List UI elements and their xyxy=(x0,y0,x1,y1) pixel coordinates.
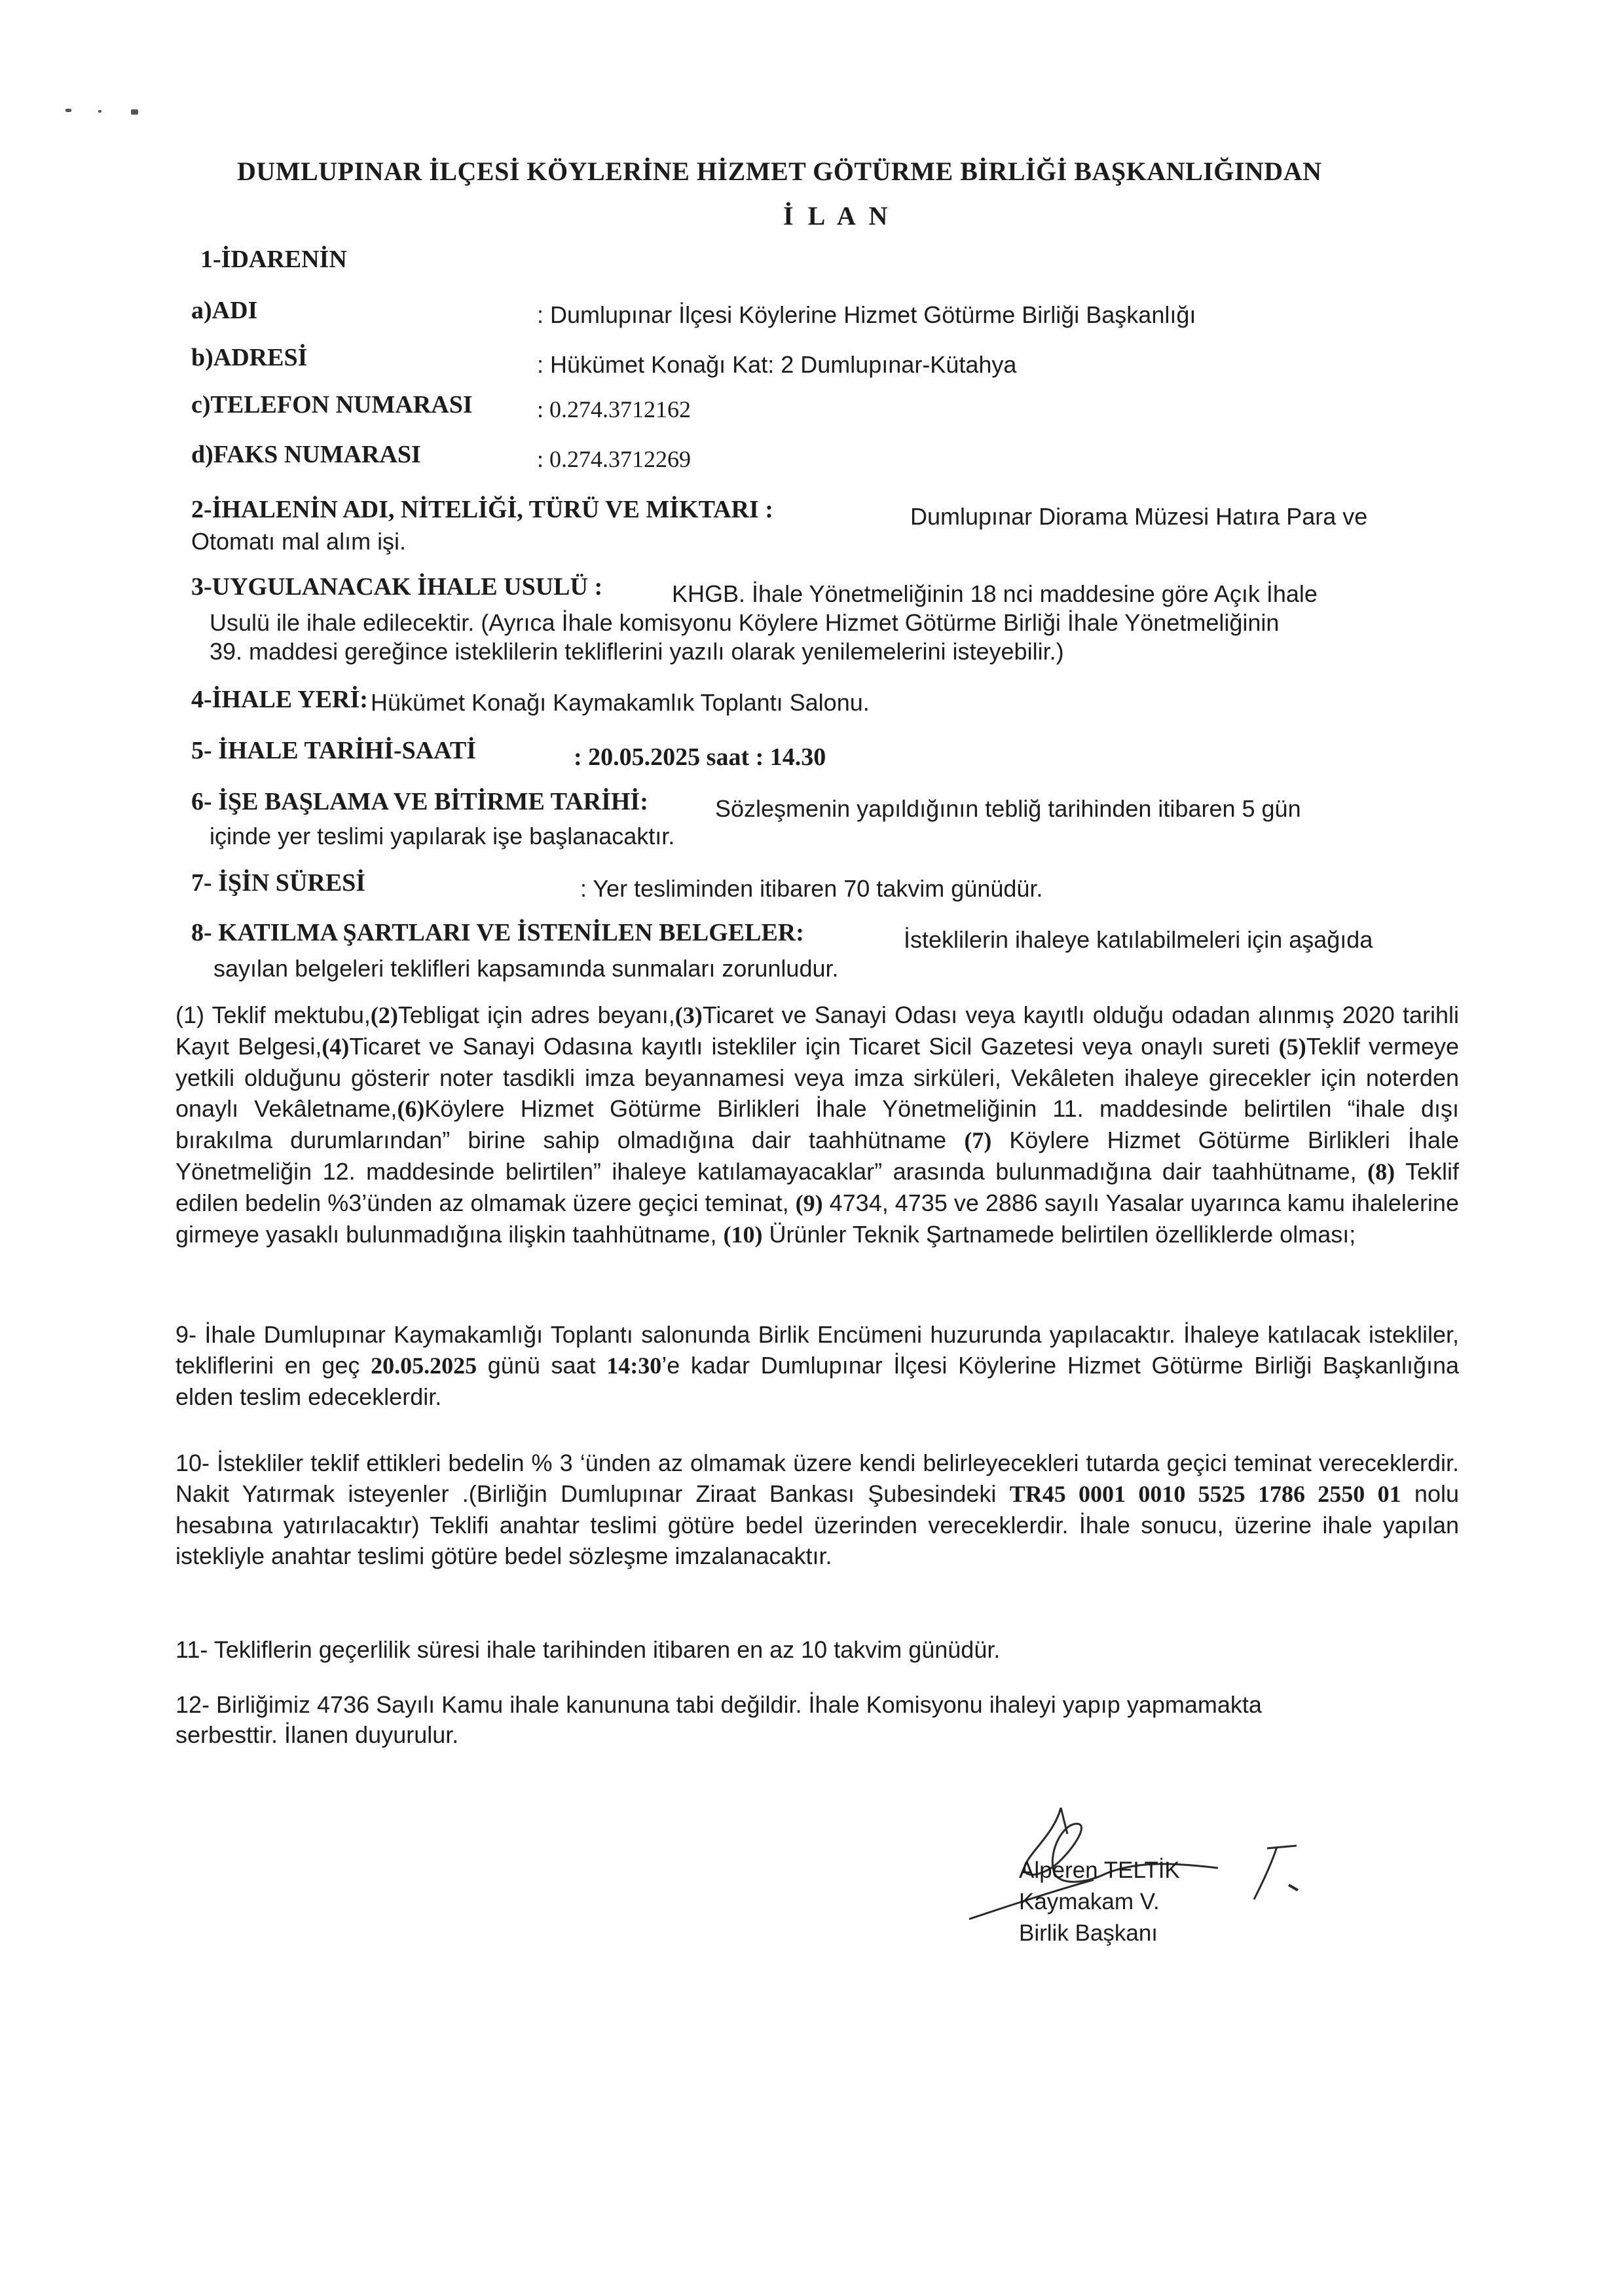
condition-2: Tebligat için adres beyanı, xyxy=(397,1001,675,1028)
section4-value: Hükümet Konağı Kaymakamlık Toplantı Salonu. xyxy=(371,689,870,716)
section10-text-b: nolu hesabına yatırılacaktır) Teklifi anahtar teslimi götüre bedel üzerinden vereceklerdir. İhale sonucu, üzerine ihale yapılan istekliyle anahtar teslimi götüre bedel sözleşme imzalanacaktır. xyxy=(175,1480,1459,1569)
fax-label: d)FAKS NUMARASI xyxy=(191,441,421,468)
section7-label: 7- İŞİN SÜRESİ xyxy=(191,869,366,897)
section5-value: : 20.05.2025 saat : 14.30 xyxy=(574,743,826,771)
address-label: b)ADRESİ xyxy=(191,344,308,371)
section11-text: 11- Tekliflerin geçerlilik süresi ihale tarihinden itibaren en az 10 takvim günüdür. xyxy=(175,1636,1001,1663)
signature-block xyxy=(1019,1855,1180,1949)
phone-label: c)TELEFON NUMARASI xyxy=(191,391,473,419)
condition-number: (7) xyxy=(964,1127,992,1153)
document-title: DUMLUPINAR İLÇESİ KÖYLERİNE HİZMET GÖTÜRME BİRLİĞİ BAŞKANLIĞINDAN xyxy=(237,157,1322,186)
section3-line3: 39. maddesi gereğince isteklilerin tekliflerini yazılı olarak yenilemelerini isteyebilir.) xyxy=(210,638,1064,665)
condition-number: (6) xyxy=(397,1096,425,1122)
section3-line1: KHGB. İhale Yönetmeliğinin 18 nci maddesine göre Açık İhale xyxy=(672,580,1318,607)
section10-paragraph xyxy=(175,1447,1459,1571)
section5-label: 5- İHALE TARİHİ-SAATİ xyxy=(191,737,476,764)
condition-8: Teklif edilen bedelin %3’ünden az olmamak üzere geçici teminat, xyxy=(175,1158,1459,1216)
section9-time: 14:30 xyxy=(606,1353,662,1379)
condition-number: (10) xyxy=(723,1222,763,1248)
condition-10: Ürünler Teknik Şartnamede belirtilen özelliklerde olması; xyxy=(769,1221,1356,1248)
admin-name-value: : Dumlupınar İlçesi Köylerine Hizmet Götürme Birliği Başkanlığı xyxy=(537,301,1196,328)
fax-value: : 0.274.3712269 xyxy=(537,446,692,472)
section9-text-a: 9- İhale Dumlupınar Kaymakamlığı Toplantı salonunda Birlik Encümeni huzurunda yapılacaktır. İhaleye katılacak istekliler, tekliflerini en geç xyxy=(175,1321,1459,1379)
condition-6: Köylere Hizmet Götürme Birlikleri İhale Yönetmeliğinin 11. maddesinde belirtilen “ihale dışı bırakılma durumlarından” birine sahip olmadığına dair taahhütname xyxy=(175,1095,1459,1153)
condition-9: 4734, 4735 ve 2886 sayılı Yasalar uyarınca kamu ihalelerine girmeye yasaklı bulunmadığına ilişkin taahhütname, xyxy=(175,1189,1459,1248)
document-subtitle: İ L A N xyxy=(783,201,892,231)
signatory-title: Kaymakam V. xyxy=(1019,1889,1160,1914)
section6-line1: Sözleşmenin yapıldığının tebliğ tarihinden itibaren 5 gün xyxy=(715,795,1301,822)
scan-speck xyxy=(131,109,138,115)
iban: TR45 0001 0010 5525 1786 2550 01 xyxy=(1009,1481,1401,1507)
section10-text-a: 10- İstekliler teklif ettikleri bedelin % 3 ‘ünden az olmamak üzere kendi belirleyecekleri tutarda geçici teminat vereceklerdir. Nakit Yatırmak isteyenler .(Birliğin Dumlupınar Ziraat Bankası Şubesindeki xyxy=(175,1449,1459,1507)
section2-text-line2: Otomatı mal alım işi. xyxy=(191,528,407,555)
section9-text-b: günü saat xyxy=(477,1352,607,1379)
condition-number: (8) xyxy=(1367,1159,1395,1185)
condition-number: (5) xyxy=(1278,1034,1306,1060)
section8-label: 8- KATILMA ŞARTLARI VE İSTENİLEN BELGELER: xyxy=(191,919,804,946)
scan-speck xyxy=(98,110,101,113)
section9-paragraph xyxy=(175,1319,1459,1412)
condition-5: Teklif vermeye yetkili olduğunu gösterir noter tasdikli imza beyannamesi veya imza sirküleri, Vekâleten ihaleye girecekler için noterden onaylı Vekâletname, xyxy=(175,1033,1459,1122)
address-value: : Hükümet Konağı Kat: 2 Dumlupınar-Kütahya xyxy=(537,351,1017,378)
condition-3: Ticaret ve Sanayi Odası veya kayıtlı olduğu odadan alınmış 2020 tarihli Kayıt Belgesi, xyxy=(175,1001,1460,1060)
section6-line2: içinde yer teslimi yapılarak işe başlanacaktır. xyxy=(210,823,675,849)
condition-1: (1) Teklif mektubu, xyxy=(175,1001,371,1028)
phone-value: : 0.274.3712162 xyxy=(537,396,692,422)
condition-number: (2) xyxy=(370,1002,398,1028)
section8-line2: sayılan belgeleri teklifleri kapsamında sunmaları zorunludur. xyxy=(213,955,839,982)
admin-name-label: a)ADI xyxy=(191,297,258,324)
conditions-paragraph xyxy=(175,999,1459,1250)
section9-date: 20.05.2025 xyxy=(371,1353,477,1379)
signatory-role: Birlik Başkanı xyxy=(1019,1920,1158,1946)
scan-speck xyxy=(65,109,71,112)
section12-line2: serbesttir. İlanen duyurulur. xyxy=(175,1721,459,1748)
condition-7: Köylere Hizmet Götürme Birlikleri İhale Yönetmeliğin 12. maddesinde belirtilen” ihaleye katılamayacaklar” arasında bulunmadığına dair taahhütname, xyxy=(175,1127,1459,1185)
section6-label: 6- İŞE BAŞLAMA VE BİTİRME TARİHİ: xyxy=(191,788,648,815)
section2-label: 2-İHALENİN ADI, NİTELİĞİ, TÜRÜ VE MİKTARI : xyxy=(191,496,773,523)
condition-number: (4) xyxy=(322,1034,350,1060)
signatory-name: Alperen TELTİK xyxy=(1019,1857,1180,1883)
section3-line2: Usulü ile ihale edilecektir. (Ayrıca İhale komisyonu Köylere Hizmet Götürme Birliği İhale Yönetmeliğinin xyxy=(210,609,1280,636)
condition-number: (3) xyxy=(674,1002,703,1028)
section9-text-c: ’e kadar Dumlupınar İlçesi Köylerine Hizmet Götürme Birliği Başkanlığına elden teslim edeceklerdir. xyxy=(175,1352,1460,1410)
section2-text-line1: Dumlupınar Diorama Müzesi Hatıra Para ve xyxy=(910,503,1368,530)
section8-line1: İsteklilerin ihaleye katılabilmeleri için aşağıda xyxy=(904,926,1373,953)
section4-label: 4-İHALE YERİ: xyxy=(191,686,368,713)
section1-heading: 1-İDARENİN xyxy=(200,246,347,273)
section3-label: 3-UYGULANACAK İHALE USULÜ : xyxy=(191,573,603,601)
section12-line1: 12- Birliğimiz 4736 Sayılı Kamu ihale kanununa tabi değildir. İhale Komisyonu ihaleyi yapıp yapmamakta xyxy=(175,1691,1262,1718)
condition-4: Ticaret ve Sanayi Odasına kayıtlı istekliler için Ticaret Sicil Gazetesi veya onaylı sureti xyxy=(349,1033,1270,1060)
condition-number: (9) xyxy=(795,1190,823,1216)
section7-value: : Yer tesliminden itibaren 70 takvim günüdür. xyxy=(580,875,1043,902)
